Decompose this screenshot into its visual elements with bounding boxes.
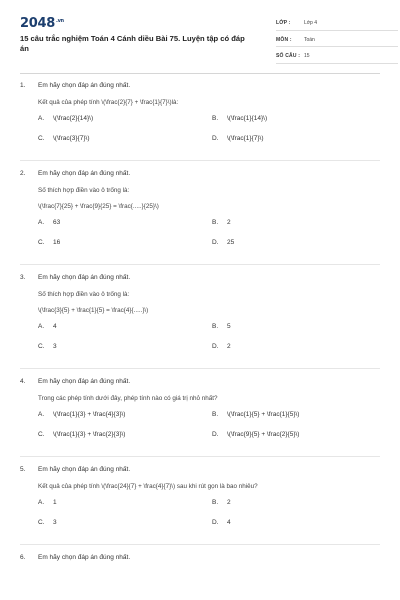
- option-text: \(\frac{2}{14}\): [53, 115, 94, 122]
- option-letter: D.: [212, 343, 219, 350]
- meta-value: 15: [304, 53, 310, 59]
- question-number: 6.: [20, 554, 26, 561]
- option-text: 2: [227, 343, 231, 350]
- option-d[interactable]: [212, 239, 234, 246]
- question-separator: [20, 447, 380, 457]
- meta-label: LỚP :: [276, 20, 291, 26]
- question-separator: [20, 255, 380, 265]
- meta-row-count: [276, 49, 398, 64]
- option-d[interactable]: [212, 431, 299, 438]
- option-letter: B.: [212, 499, 219, 506]
- option-letter: A.: [38, 411, 45, 418]
- question-expression: \(\frac{7}{25} + \frac{9}{25} = \frac{.....}{25}\): [38, 203, 159, 210]
- question-text: Số thích hợp điền vào ô trống là:: [38, 187, 130, 194]
- option-letter: A.: [38, 323, 45, 330]
- question-text: Kết quả của phép tính \(\frac{24}{7} + \frac{4}{7}\) sau khi rút gọn là bao nhiêu?: [38, 483, 258, 490]
- question-text: Số thích hợp điền vào ô trống là:: [38, 291, 130, 298]
- option-row: [38, 495, 380, 515]
- option-a[interactable]: [38, 323, 57, 330]
- question-head: [20, 167, 380, 183]
- question-head: [20, 551, 380, 567]
- question-prompt: Em hãy chọn đáp án đúng nhất.: [38, 170, 131, 177]
- answer-options: [38, 111, 380, 151]
- option-b[interactable]: [212, 323, 231, 330]
- question-head: [20, 463, 380, 479]
- option-text: \(\frac{1}{3} + \frac{4}{3}\): [53, 411, 126, 418]
- option-text: \(\frac{3}{7}\): [53, 135, 90, 142]
- option-text: \(\frac{1}{5} + \frac{1}{5}\): [227, 411, 300, 418]
- question-6: [20, 551, 380, 567]
- question-4: [20, 375, 380, 457]
- option-letter: C.: [38, 239, 45, 246]
- meta-label: MÔN :: [276, 36, 292, 43]
- option-text: 4: [53, 323, 57, 330]
- option-text: \(\frac{1}{14}\): [227, 115, 268, 122]
- meta-row-grade: [276, 16, 398, 31]
- option-row: [38, 111, 380, 131]
- question-number: 3.: [20, 274, 26, 281]
- option-c[interactable]: [38, 239, 60, 246]
- question-expression: \(\frac{3}{5} + \frac{1}{5} = \frac{4}{.....}\): [38, 307, 149, 314]
- question-head: [20, 375, 380, 391]
- answer-options: [38, 407, 380, 447]
- question-prompt: Em hãy chọn đáp án đúng nhất.: [38, 554, 131, 561]
- question-number: 4.: [20, 378, 26, 385]
- question-separator: [20, 535, 380, 545]
- option-letter: D.: [212, 135, 219, 142]
- option-c[interactable]: [38, 519, 57, 526]
- option-b[interactable]: [212, 115, 267, 122]
- option-letter: B.: [212, 115, 219, 122]
- option-text: 25: [227, 239, 235, 246]
- question-prompt: Em hãy chọn đáp án đúng nhất.: [38, 378, 131, 385]
- option-b[interactable]: [212, 219, 231, 226]
- answer-options: [38, 319, 380, 359]
- question-separator: [20, 151, 380, 161]
- option-letter: C.: [38, 135, 45, 142]
- option-letter: B.: [212, 323, 219, 330]
- option-text: 2: [227, 499, 231, 506]
- option-row: [38, 131, 380, 151]
- meta-value: Lớp 4: [304, 20, 318, 26]
- option-letter: C.: [38, 519, 45, 526]
- option-d[interactable]: [212, 343, 231, 350]
- option-letter: D.: [212, 431, 219, 438]
- option-row: [38, 319, 380, 339]
- meta-label: SỐ CÂU :: [276, 53, 301, 59]
- question-prompt: Em hãy chọn đáp án đúng nhất.: [38, 274, 131, 281]
- option-row: [38, 407, 380, 427]
- option-text: \(\frac{9}{5} + \frac{2}{5}\): [227, 431, 300, 438]
- option-d[interactable]: [212, 135, 264, 142]
- question-head: [20, 79, 380, 95]
- option-row: [38, 339, 380, 359]
- question-number: 2.: [20, 170, 26, 177]
- option-text: 4: [227, 519, 231, 526]
- question-head: [20, 271, 380, 287]
- option-text: 2: [227, 219, 231, 226]
- option-text: 63: [53, 219, 61, 226]
- option-d[interactable]: [212, 519, 231, 526]
- option-text: \(\frac{1}{3} + \frac{2}{3}\): [53, 431, 126, 438]
- meta-info: [276, 16, 398, 66]
- answer-options: [38, 495, 380, 535]
- option-text: 1: [53, 499, 57, 506]
- option-b[interactable]: [212, 411, 299, 418]
- option-text: 3: [53, 519, 57, 526]
- option-text: 16: [53, 239, 61, 246]
- option-a[interactable]: [38, 411, 125, 418]
- option-letter: D.: [212, 239, 219, 246]
- option-letter: A.: [38, 115, 45, 122]
- option-text: 5: [227, 323, 231, 330]
- option-a[interactable]: [38, 499, 57, 506]
- answer-options: [38, 215, 380, 255]
- site-logo[interactable]: [20, 16, 64, 31]
- option-letter: D.: [212, 519, 219, 526]
- question-number: 5.: [20, 466, 26, 473]
- question-list: [20, 79, 380, 567]
- question-number: 1.: [20, 82, 26, 89]
- page-title: 15 câu trắc nghiệm Toán 4 Cánh diều Bài 75. Luyện tập có đáp án: [20, 34, 245, 53]
- option-letter: B.: [212, 219, 219, 226]
- question-text: Trong các phép tính dưới đây, phép tính nào có giá trị nhỏ nhất?: [38, 395, 218, 402]
- option-c[interactable]: [38, 135, 90, 142]
- question-separator: [20, 359, 380, 369]
- option-c[interactable]: [38, 431, 125, 438]
- option-letter: B.: [212, 411, 219, 418]
- option-text: 3: [53, 343, 57, 350]
- option-letter: C.: [38, 343, 45, 350]
- option-row: [38, 235, 380, 255]
- question-prompt: Em hãy chọn đáp án đúng nhất.: [38, 466, 131, 473]
- option-letter: C.: [38, 431, 45, 438]
- logo-tld: .vn: [55, 17, 64, 24]
- option-a[interactable]: [38, 219, 60, 226]
- option-row: [38, 515, 380, 535]
- option-a[interactable]: [38, 115, 93, 122]
- option-row: [38, 427, 380, 447]
- question-prompt: Em hãy chọn đáp án đúng nhất.: [38, 82, 131, 89]
- page-header: [20, 16, 380, 60]
- option-b[interactable]: [212, 499, 231, 506]
- question-1: [20, 79, 380, 161]
- option-letter: A.: [38, 499, 45, 506]
- header-divider: [20, 73, 380, 74]
- option-c[interactable]: [38, 343, 57, 350]
- meta-row-subject: [276, 33, 398, 48]
- meta-value: Toán: [304, 36, 315, 43]
- logo-text: 2048: [20, 16, 55, 31]
- option-letter: A.: [38, 219, 45, 226]
- question-text: Kết quả của phép tính \(\frac{2}{7} + \frac{1}{7}\)là:: [38, 99, 179, 106]
- question-5: [20, 463, 380, 545]
- question-2: [20, 167, 380, 265]
- option-row: [38, 215, 380, 235]
- option-text: \(\frac{1}{7}\): [227, 135, 264, 142]
- question-3: [20, 271, 380, 369]
